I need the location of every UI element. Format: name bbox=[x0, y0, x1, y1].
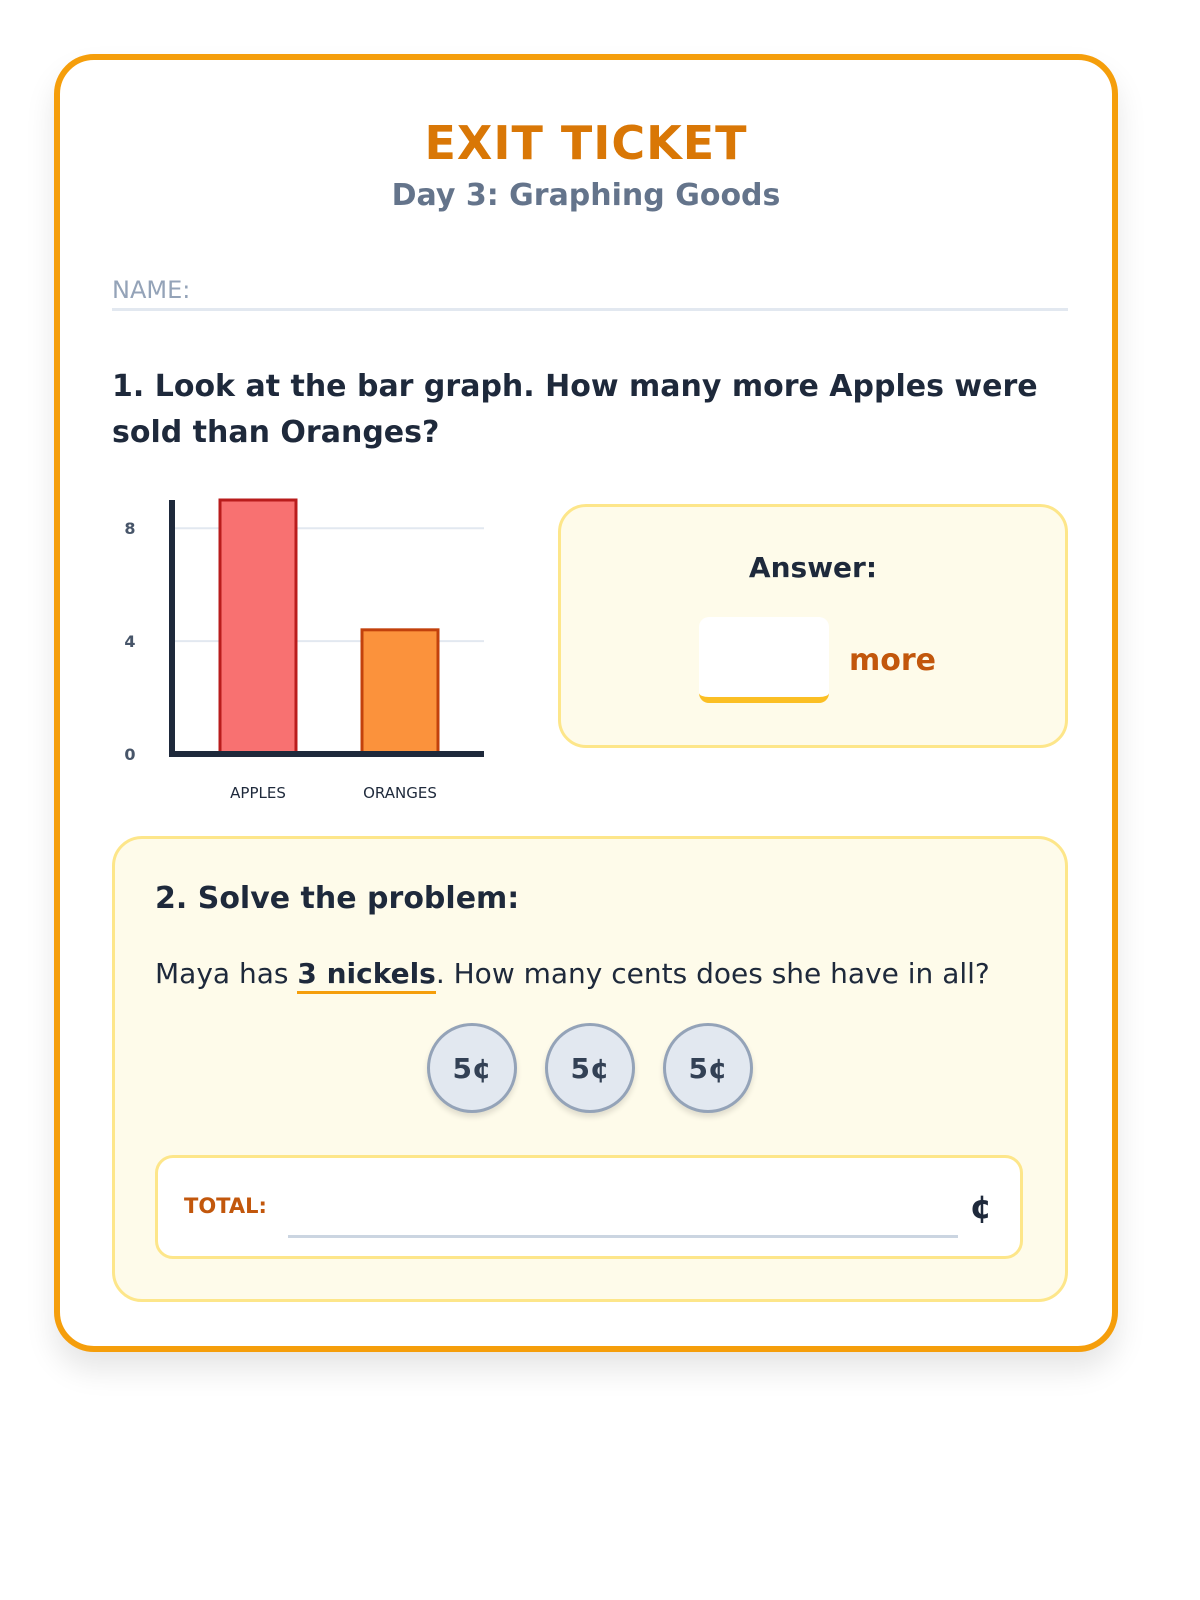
problem-panel bbox=[112, 836, 1068, 1302]
question-2-text-end: . How many cents does she have in all? bbox=[435, 957, 990, 990]
nickel-coin: 5¢ bbox=[663, 1023, 753, 1113]
total-input[interactable] bbox=[288, 1192, 958, 1238]
name-label: NAME: bbox=[112, 276, 191, 304]
bar-chart bbox=[100, 484, 520, 804]
cent-symbol: ¢ bbox=[969, 1188, 992, 1226]
answer-unit-label: more bbox=[849, 643, 937, 678]
total-panel bbox=[155, 1155, 1023, 1259]
chart-category-label: ORANGES bbox=[363, 784, 437, 802]
question-1-prompt: 1. Look at the bar graph. How many more Apples were sold than Oranges? bbox=[112, 369, 1038, 450]
total-label: TOTAL: bbox=[184, 1194, 267, 1218]
answer-input[interactable] bbox=[699, 617, 829, 703]
nickel-coin: 5¢ bbox=[427, 1023, 517, 1113]
highlighted-quantity: 3 nickels bbox=[297, 957, 435, 994]
chart-bar-oranges bbox=[362, 630, 438, 754]
name-field-line[interactable] bbox=[112, 308, 1068, 311]
chart-ytick-label: 4 bbox=[124, 632, 136, 652]
exit-ticket-card bbox=[54, 54, 1118, 1352]
coin-row bbox=[115, 1023, 1065, 1113]
question-2-title: 2. Solve the problem: bbox=[155, 881, 520, 916]
question-2-text-start: Maya has bbox=[155, 957, 298, 990]
answer-panel bbox=[558, 504, 1068, 748]
answer-label: Answer: bbox=[748, 551, 878, 584]
ticket-title: EXIT TICKET bbox=[424, 116, 748, 170]
chart-ytick-label: 0 bbox=[124, 745, 136, 764]
chart-bar-apples bbox=[220, 500, 296, 754]
nickel-coin: 5¢ bbox=[545, 1023, 635, 1113]
ticket-subtitle: Day 3: Graphing Goods bbox=[391, 178, 781, 213]
chart-category-label: APPLES bbox=[230, 784, 286, 802]
chart-ytick-label: 8 bbox=[124, 519, 136, 539]
question-2-text bbox=[155, 957, 990, 990]
